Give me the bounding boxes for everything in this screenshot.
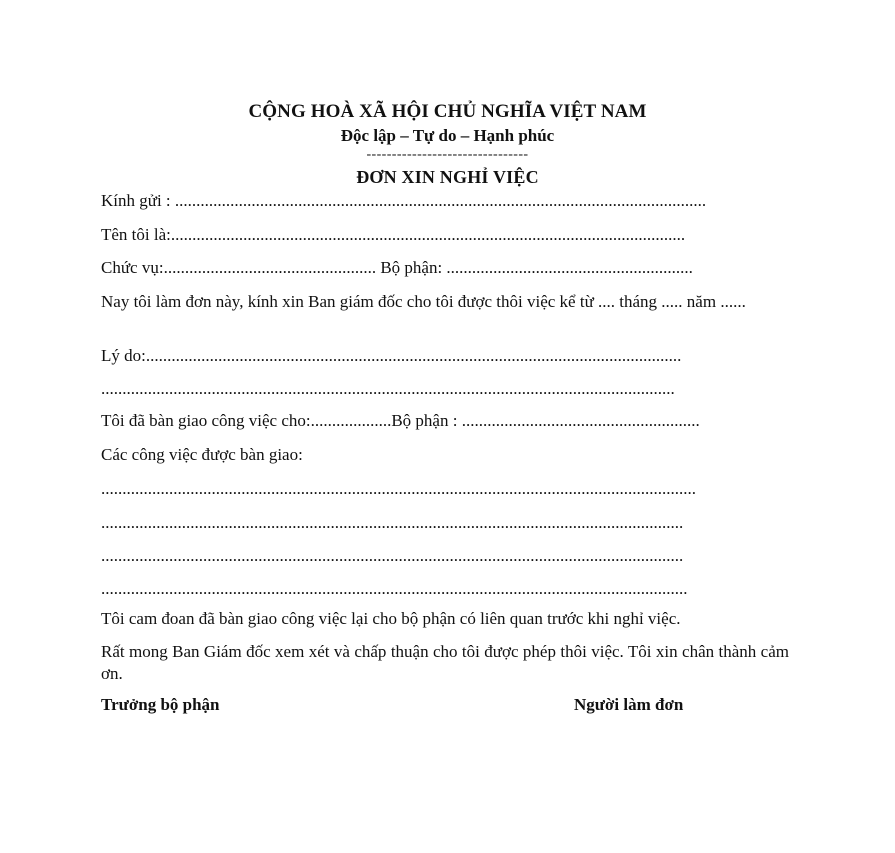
closing-paragraph: Rất mong Ban Giám đốc xem xét và chấp thuận cho tôi được phép thôi việc. Tôi xin chân thành cảm ơn.	[101, 642, 789, 683]
name-line: Tên tôi là:.........................................................................................................................	[101, 225, 686, 244]
handover-to-line: Tôi đã bàn giao công việc cho:...................Bộ phận : ........................................................	[101, 411, 700, 430]
applicant-signature-label: Người làm đơn	[574, 695, 684, 714]
task-line: ............................................................................................................................................	[101, 479, 696, 498]
handover-tasks-label: Các công việc được bàn giao:	[101, 445, 303, 464]
position-department-line: Chức vụ:.................................................. Bộ phận: ..........................................................	[101, 258, 693, 277]
reason-continuation-line: .......................................................................................................................................	[101, 379, 675, 398]
request-paragraph: Nay tôi làm đơn này, kính xin Ban giám đốc cho tôi được thôi việc kể từ .... tháng ..... năm ......	[101, 292, 746, 311]
reason-line: Lý do:..............................................................................................................................	[101, 346, 682, 365]
commitment-statement: Tôi cam đoan đã bàn giao công việc lại cho bộ phận có liên quan trước khi nghỉ việc.	[101, 609, 681, 628]
header-separator: --------------------------------	[366, 147, 529, 162]
document-title: ĐƠN XIN NGHỈ VIỆC	[356, 167, 539, 187]
task-line: ..........................................................................................................................................	[101, 579, 688, 598]
department-head-signature-label: Trưởng bộ phận	[101, 695, 220, 714]
country-name-heading: CỘNG HOÀ XÃ HỘI CHỦ NGHĨA VIỆT NAM	[248, 101, 647, 122]
task-line: .........................................................................................................................................	[101, 546, 684, 565]
task-line: .........................................................................................................................................	[101, 513, 684, 532]
national-motto: Độc lập – Tự do – Hạnh phúc	[340, 126, 555, 145]
recipient-line: Kính gửi : .............................................................................................................................	[101, 191, 707, 210]
